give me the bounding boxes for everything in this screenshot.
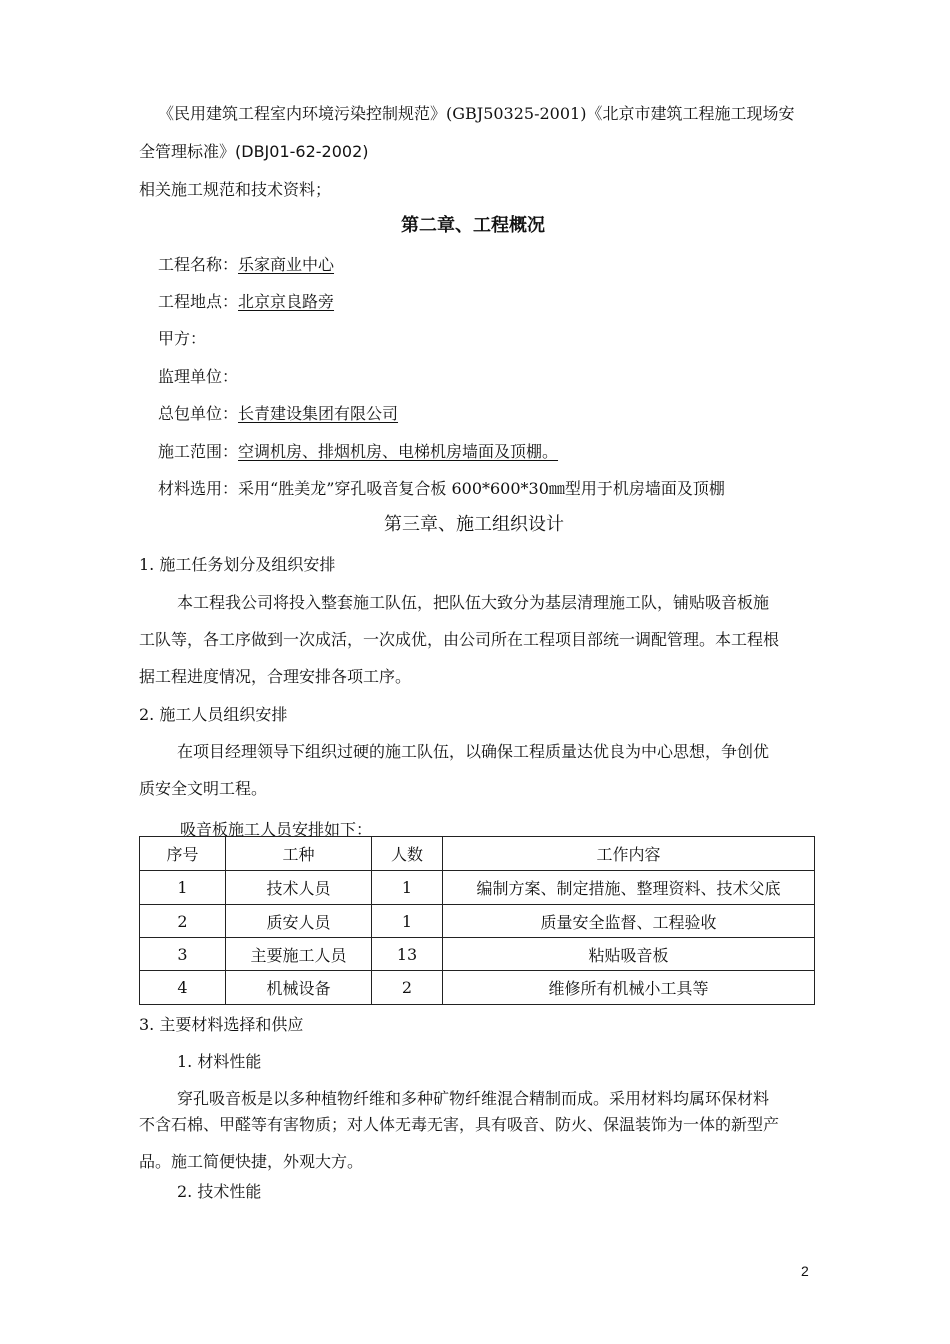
chapter-2-title: 第二章、工程概况: [401, 215, 545, 236]
table-row: [140, 905, 815, 938]
field-materials: [158, 479, 725, 499]
chapter-3-title: 第三章、施工组织设计: [384, 514, 564, 535]
field-value: 长青建设集团有限公司: [238, 404, 399, 423]
field-value: 乐家商业中心: [238, 255, 335, 274]
section-2-paragraph-line-1: 在项目经理领导下组织过硬的施工队伍，以确保工程质量达优良为中心思想，争创优: [177, 742, 770, 761]
table-cell: 4: [140, 971, 226, 1005]
header-cell: 工种: [226, 837, 372, 871]
section-1-title: 1. 施工任务划分及组织安排: [139, 555, 336, 574]
section-1-paragraph-line-1: 本工程我公司将投入整套施工队伍，把队伍大致分为基层清理施工队，铺贴吸音板施: [177, 593, 770, 612]
table-cell: 1: [372, 871, 443, 905]
table-caption: 吸音板施工人员安排如下：: [180, 820, 373, 839]
table-cell: 2: [140, 905, 226, 938]
field-label: 材料选用：: [158, 479, 239, 498]
table-cell: 主要施工人员: [226, 938, 372, 971]
header-cell: 工作内容: [443, 837, 815, 871]
table-header-row: [140, 837, 815, 871]
table-cell: 技术人员: [226, 871, 372, 905]
section-3-paragraph-line-3: 品。施工简便快捷，外观大方。: [139, 1152, 364, 1171]
field-label: 工程地点：: [158, 292, 239, 311]
table-cell: 维修所有机械小工具等: [443, 971, 815, 1005]
table-cell: 2: [372, 971, 443, 1005]
reference-line-2: 全管理标准》(DBJ01-62-2002): [139, 142, 369, 161]
field-project-name: [158, 255, 334, 275]
table-cell: 1: [140, 871, 226, 905]
section-2-title: 2. 施工人员组织安排: [139, 705, 288, 724]
section-1-paragraph-line-2: 工队等，各工序做到一次成活，一次成优，由公司所在工程项目部统一调配管理。本工程根: [139, 630, 780, 649]
reference-line-1: 《民用建筑工程室内环境污染控制规范》(GBJ50325-2001)《北京市建筑工程施工现场安: [158, 104, 795, 123]
field-label: 施工范围：: [158, 442, 239, 461]
field-value: 空调机房、排烟机房、电梯机房墙面及顶棚。: [238, 442, 559, 461]
table-cell: 机械设备: [226, 971, 372, 1005]
field-supervisor: [158, 367, 238, 387]
subsection-3-1-title: 1. 材料性能: [177, 1052, 262, 1071]
field-value: 采用“胜美龙”穿孔吸音复合板 600*600*30㎜型用于机房墙面及顶棚: [238, 479, 725, 498]
table-cell: 1: [372, 905, 443, 938]
subsection-3-2-title: 2. 技术性能: [177, 1182, 262, 1201]
section-2-paragraph-line-2: 质安全文明工程。: [139, 779, 268, 798]
section-3-paragraph-line-2: 不含石棉、甲醛等有害物质；对人体无毒无害，具有吸音、防火、保温装饰为一体的新型产: [139, 1115, 780, 1134]
field-project-location: [158, 292, 334, 312]
field-label: 甲方：: [158, 329, 207, 348]
page-number: 2: [801, 1263, 809, 1279]
section-1-paragraph-line-3: 据工程进度情况，合理安排各项工序。: [139, 667, 412, 686]
table-row: [140, 938, 815, 971]
field-label: 监理单位：: [158, 367, 239, 386]
table-cell: 质量安全监督、工程验收: [443, 905, 815, 938]
header-cell: 序号: [140, 837, 226, 871]
table-cell: 13: [372, 938, 443, 971]
table-row: [140, 971, 815, 1005]
staffing-table: [139, 836, 815, 1005]
reference-line-3: 相关施工规范和技术资料；: [139, 180, 332, 199]
section-3-title: 3. 主要材料选择和供应: [139, 1015, 304, 1034]
header-cell: 人数: [372, 837, 443, 871]
table-cell: 质安人员: [226, 905, 372, 938]
field-party-a: [158, 329, 206, 349]
field-scope: [158, 442, 558, 462]
field-general-contractor: [158, 404, 398, 424]
table-row: [140, 871, 815, 905]
section-3-paragraph-line-1: 穿孔吸音板是以多种植物纤维和多种矿物纤维混合精制而成。采用材料均属环保材料: [177, 1089, 770, 1108]
table-cell: 编制方案、制定措施、整理资料、技术父底: [443, 871, 815, 905]
field-label: 总包单位：: [158, 404, 239, 423]
table-cell: 粘贴吸音板: [443, 938, 815, 971]
table-cell: 3: [140, 938, 226, 971]
field-label: 工程名称：: [158, 255, 239, 274]
field-value: 北京京良路旁: [238, 292, 335, 311]
